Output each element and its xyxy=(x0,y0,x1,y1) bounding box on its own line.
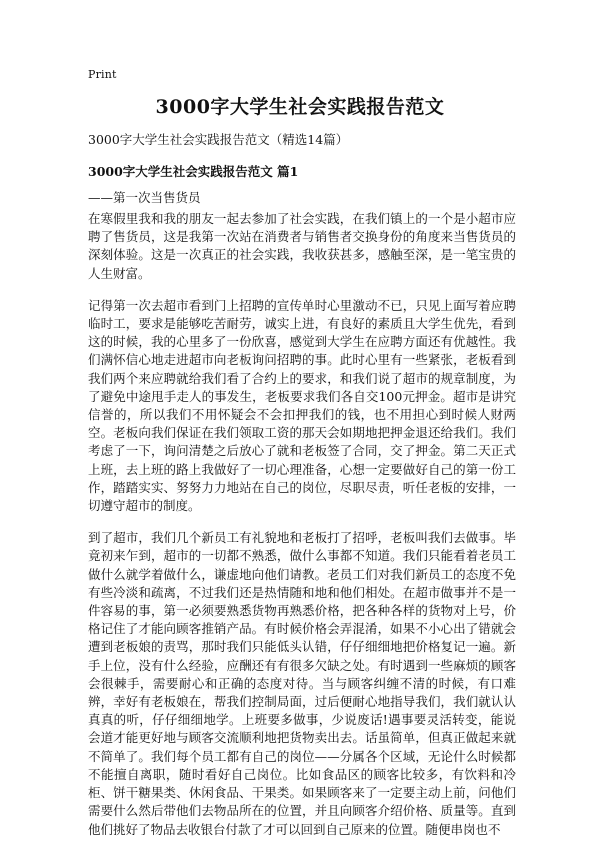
print-label: Print xyxy=(88,68,117,81)
paragraph-1: 在寒假里我和我的朋友一起去参加了社会实践，在我们镇上的一个是小超市应聘了售货员，这是我第一次站在消费者与销售者交换身份的角度来当售货员的深刻体验。这是一次真正的社会实践，我收获甚多，感触至深，是一笔宝贵的人生财富。 xyxy=(88,211,516,281)
paragraph-3: 到了超市，我们几个新员工有礼貌地和老板打了招呼，老板叫我们去做事。毕竟初来乍到，超市的一切都不熟悉，做什么事都不知道。我们只能看着老员工做什么就学着做什么，谦虚地向他们请教。老员工们对我们新员工的态度不免有些冷淡和疏离，不过我们还是热情随和地和他们相处。在超市做事并不是一件容易的事，第一必须要熟悉货物再熟悉价格，把各种各样的货物对上号，价格记住了才能向顾客推销产品。有时候价格会弄混淆，如果不小心出了错就会遭到老板娘的责骂，那时我们只能低头认错，仔仔细细地把价格复记一遍。新手上位，没有什么经验，应酬还有有很多欠缺之处。有时遇到一些麻烦的顾客会很棘手，需要耐心和正确的态度对待。当与顾客纠缠不清的时候，有口难辨，幸好有老板娘在，帮我们控制局面，过后便耐心地指导我们，我们就认认真真的听，仔仔细细地学。上班要多做事，少说废话!遇事要灵活转变，能说会道才能更好地与顾客交流顺利地把货物卖出去。话虽简单，但真正做起来就不简单了。我们每个员工都有自己的岗位——分属各个区域，无论什么时候都不能擅自离职，随时看好自己岗位。比如食品区的顾客比较多，有饮料和冷柜、饼干糖果类、休闲食品、干果类。如果顾客来了一定要主动上前，问他们需要什么然后带他们去物品所在的位置，并且向顾客介绍价格、质量等。直到他们挑好了物品去收银台付款了才可以回到自己原来的位置。随便串岗也不 xyxy=(88,530,516,837)
section-tagline: ——第一次当售货员 xyxy=(88,190,201,205)
section-heading: 3000字大学生社会实践报告范文 篇1 xyxy=(88,164,299,179)
body-text xyxy=(88,210,516,853)
document-subtitle: 3000字大学生社会实践报告范文（精选14篇） xyxy=(88,132,349,147)
document-title: 3000字大学生社会实践报告范文 xyxy=(155,96,445,118)
paragraph-2: 记得第一次去超市看到门上招聘的宣传单时心里激动不已，只见上面写着应聘临时工，要求是能够吃苦耐劳，诚实上进，有良好的素质且大学生优先，看到这的时候，我的心里多了一份欣喜，感觉到大学生在应聘方面还有优越性。我们满怀信心地走进超市向老板询问招聘的事。此时心里有一些紧张，老板看到我们两个来应聘就给我们看了合约上的要求，和我们说了超市的规章制度，为了避免中途甩手走人的事发生，老板要求我们各自交100元押金。超市是讲究信誉的，所以我们不用怀疑会不会扣押我们的钱，也不用担心到时候人财两空。老板向我们保证在我们领取工资的那天会如期地把押金退还给我们。我们考虑了一下，询问清楚之后放心了就和老板签了合同，交了押金。第二天正式上班，去上班的路上我做好了一切心理准备，心想一定要做好自己的第一份工作，踏踏实实、努努力力地站在自己的岗位，尽职尽责，听任老板的安排，一切遵守超市的制度。 xyxy=(88,297,516,514)
